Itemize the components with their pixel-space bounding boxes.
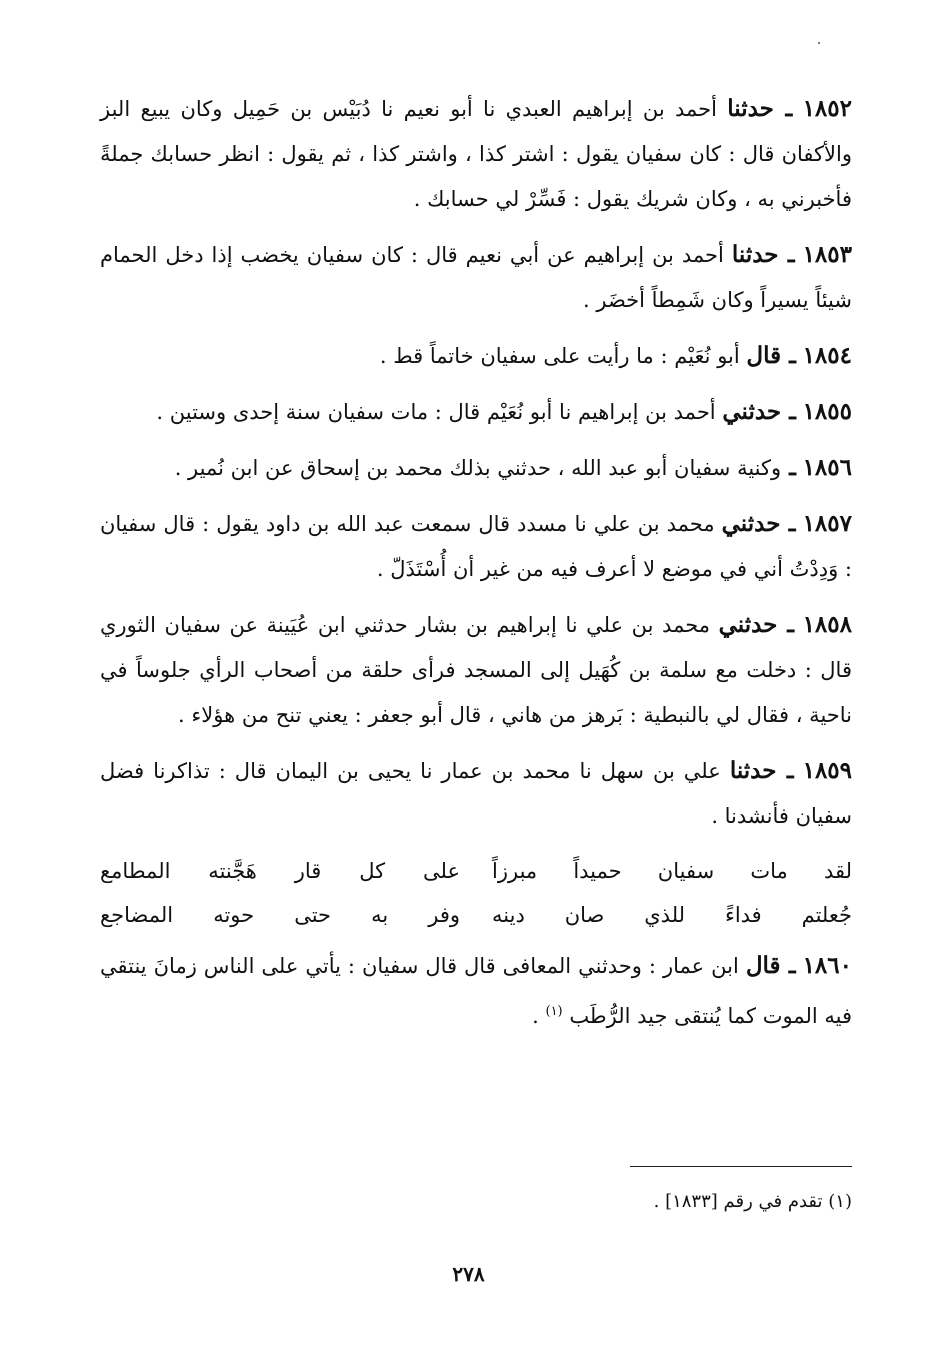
entry-text: أحمد بن إبراهيم نا أبو نُعَيْم قال : مات سفيان سنة إحدى وستين . (156, 400, 716, 424)
poem-first-hemistich: جُعلتم فداءً للذي صان دينه (492, 903, 852, 927)
poem (100, 849, 852, 937)
entry-dash: ـ (781, 398, 796, 425)
entry-lead-word: حدثني (721, 510, 781, 537)
entry-dash: ـ (781, 454, 796, 481)
entry-number: ١٨٦٠ (802, 952, 852, 979)
entry-number: ١٨٥٦ (802, 454, 852, 481)
poem-first-hemistich: لقد مات سفيان حميداً مبرزاً (492, 859, 852, 883)
entry-end: . (532, 1004, 546, 1028)
entry-text: ابن عمار : وحدثني المعافى قال قال سفيان : يأتي على الناس زمانَ ينتقي فيه الموت كما يُنتقى جيد الرُّطَب (100, 954, 852, 1028)
entry-lead-word: حدثنا (727, 95, 774, 122)
entry-number: ١٨٥٣ (802, 241, 852, 268)
entry-number: ١٨٥٤ (802, 342, 852, 369)
entry-text: أحمد بن إبراهيم العبدي نا أبو نعيم نا دُبَيْس بن حَمِيل وكان يبيع البز والأكفان قال : كان سفيان يقول : اشتر كذا ، واشتر كذا ، ثم يقول : انظر حسابك جملةً فأخبرني به ، وكان شريك يقول : فَسِّرْ لي حسابك . (100, 97, 852, 211)
entry-dash: ـ (778, 241, 795, 268)
entry-lead-word: حدثني (722, 398, 782, 425)
entry-dash: ـ (780, 510, 796, 537)
poem-verse (100, 849, 852, 893)
poem-verse (100, 893, 852, 937)
entry-text: محمد بن علي نا إبراهيم بن بشار حدثني ابن عُيَينة عن سفيان الثوري قال : دخلت مع سلمة بن كُهَيل إلى المسجد فرأى حلقة من أصحاب الرأي جلوساً في ناحية ، فقال لي بالنبطية : بَرهز من هاني ، قال أبو جعفر : يعني تنح من هؤلاء . (100, 613, 852, 727)
entry-1853 (100, 232, 852, 323)
entry-1858 (100, 602, 852, 738)
entry-number: ١٨٥٢ (802, 95, 852, 122)
entry-1852 (100, 86, 852, 222)
entry-number: ١٨٥٥ (802, 398, 852, 425)
poem-second-hemistich: على كل قار هَجَّنته المطامع (100, 859, 460, 883)
entry-dash: ـ (781, 342, 796, 369)
entry-dash: ـ (777, 611, 795, 638)
entry-dash: ـ (780, 952, 796, 979)
page-body (100, 86, 852, 1049)
entry-number: ١٨٥٧ (802, 510, 852, 537)
entry-text: أحمد بن إبراهيم عن أبي نعيم قال : كان سفيان يخضب إذا دخل الحمام شيئاً يسيراً وكان شَمِطاً أخضَر . (100, 243, 852, 312)
entry-dash: ـ (773, 95, 793, 122)
entry-text: محمد بن علي نا مسدد قال سمعت عبد الله بن داود يقول : قال سفيان : وَدِدْتُ أني في موضع لا أعرف فيه من غير أن أُسْتَذَلّ . (100, 512, 852, 581)
entry-lead-word: حدثني (718, 611, 778, 638)
entry-1857 (100, 501, 852, 592)
entry-1859 (100, 748, 852, 839)
entry-1854 (100, 333, 852, 379)
poem-second-hemistich: وفر به حتى حوته المضاجع (100, 903, 460, 927)
entry-lead-word: قال (745, 952, 781, 979)
entry-lead-word: قال (746, 342, 782, 369)
footnote-reference[interactable]: (١) (545, 1004, 563, 1019)
entry-lead-word: حدثنا (729, 757, 777, 784)
entry-text: وكنية سفيان أبو عبد الله ، حدثني بذلك محمد بن إسحاق عن ابن نُمير . (174, 456, 782, 480)
entry-1856 (100, 445, 852, 491)
footnote: (١) تقدم في رقم [١٨٣٣] . (653, 1191, 852, 1212)
entry-number: ١٨٥٨ (802, 611, 852, 638)
page-speck (818, 42, 820, 44)
page-number: ٢٧٨ (452, 1262, 485, 1286)
entry-text: أبو نُعَيْم : ما رأيت على سفيان خاتماً قط . (379, 344, 740, 368)
entry-lead-word: حدثنا (731, 241, 779, 268)
entry-text: علي بن سهل نا محمد بن عمار نا يحيى بن اليمان قال : تذاكرنا فضل سفيان فأنشدنا . (100, 759, 852, 828)
entry-dash: ـ (776, 757, 794, 784)
footnote-divider (630, 1166, 852, 1167)
entry-1860 (100, 943, 852, 1039)
entry-1855 (100, 389, 852, 435)
entry-number: ١٨٥٩ (802, 757, 853, 784)
